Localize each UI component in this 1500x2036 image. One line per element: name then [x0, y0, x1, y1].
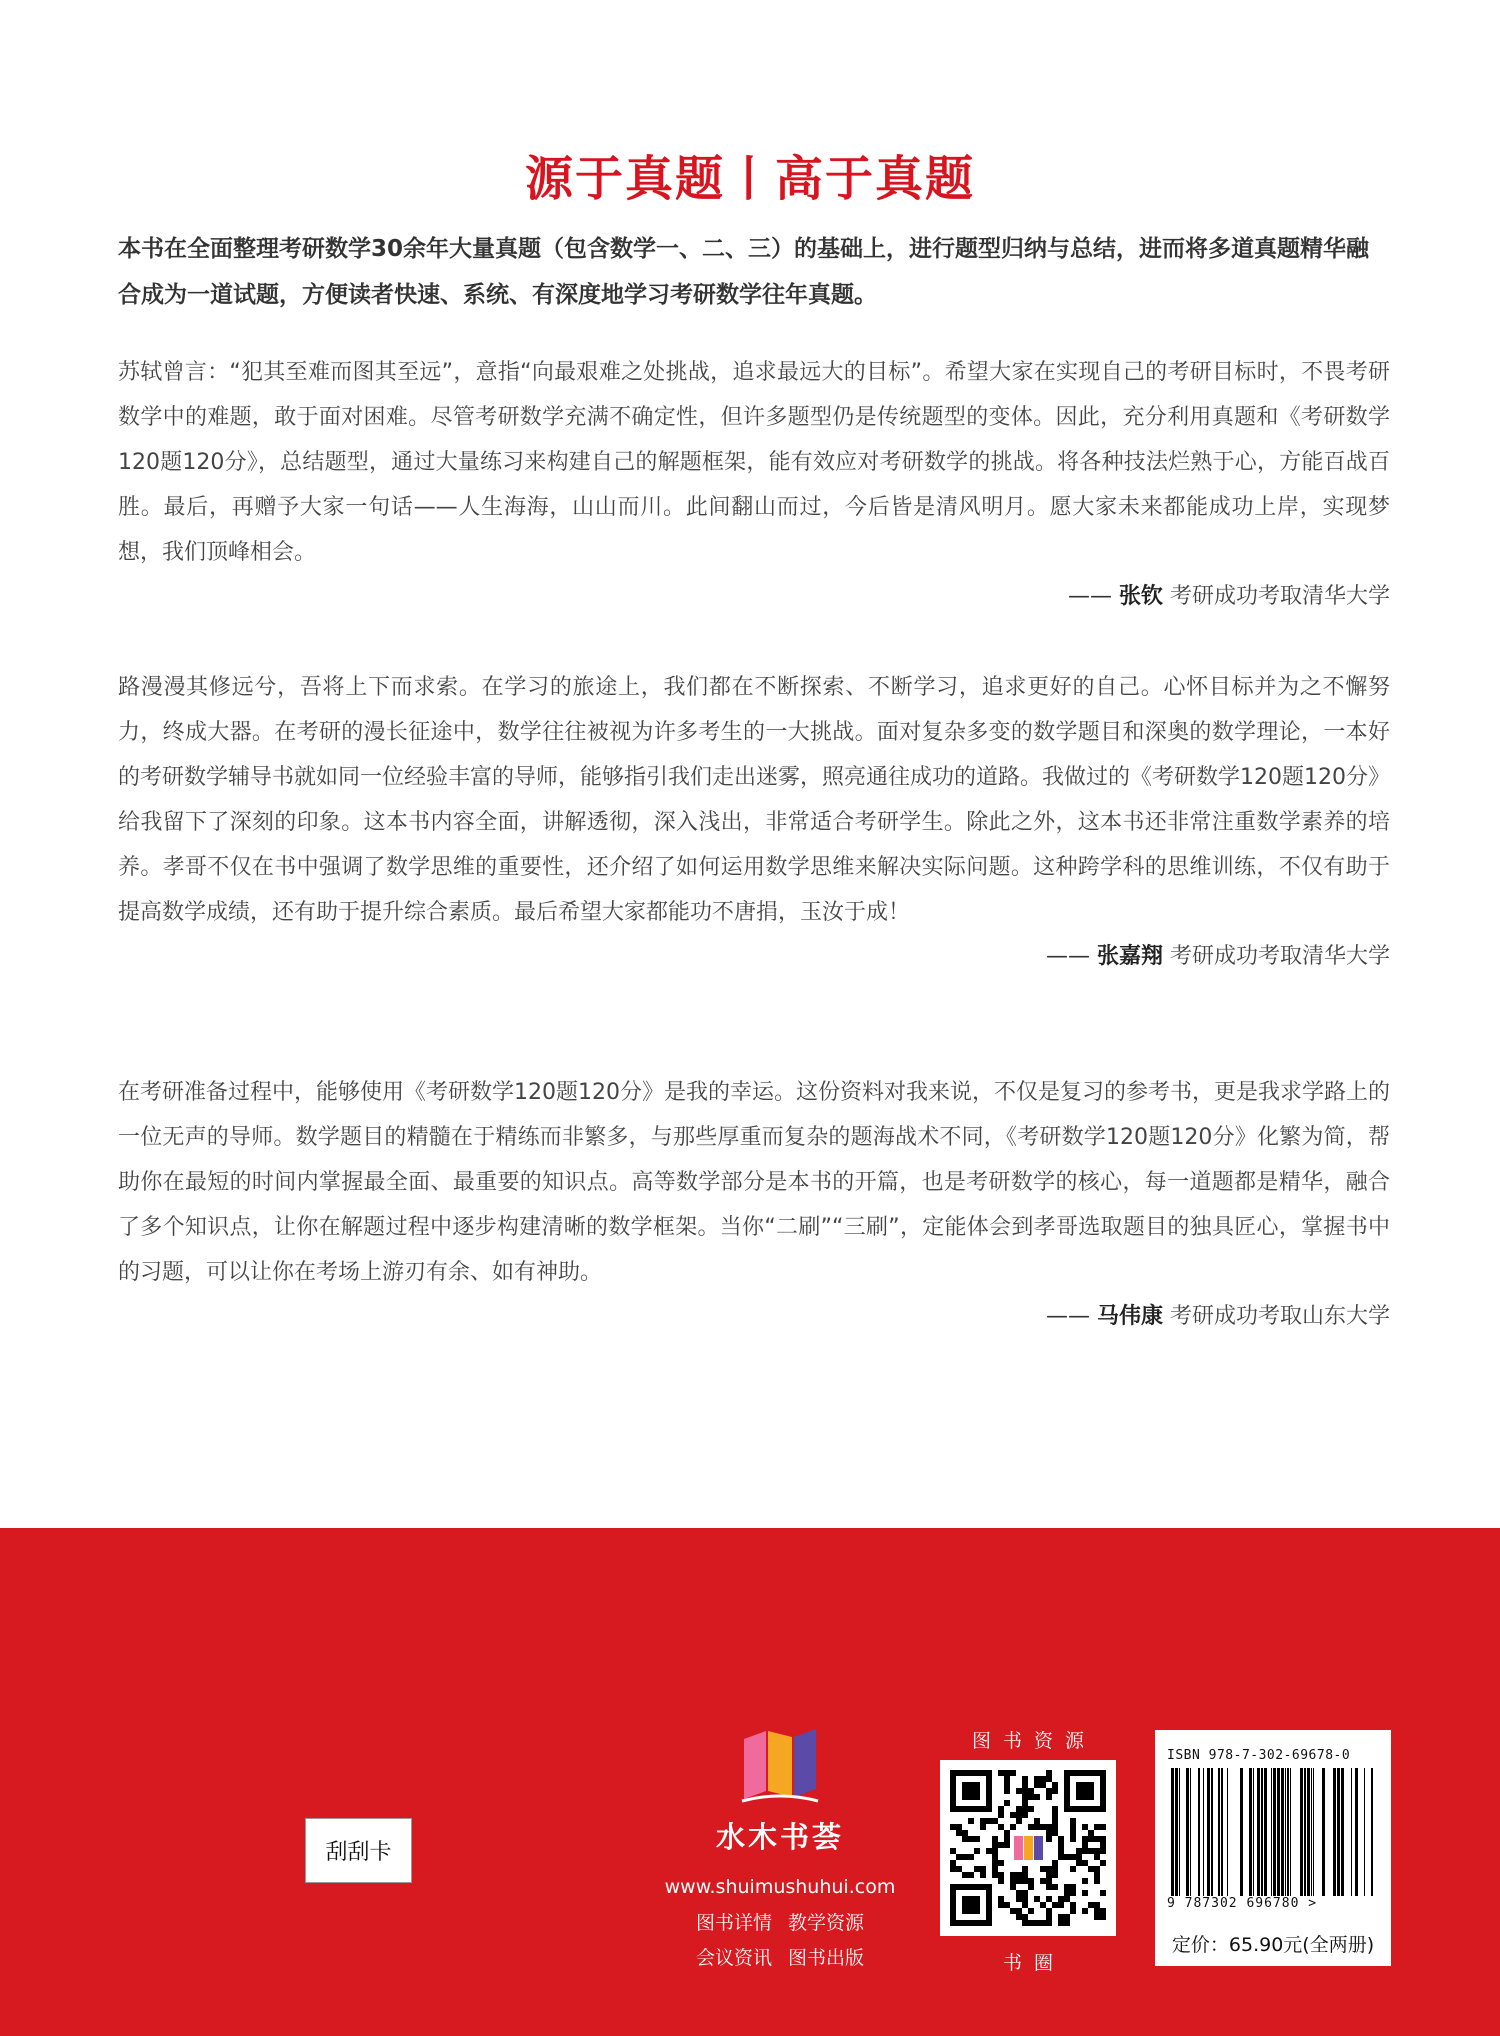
review-signature: [118, 575, 1390, 619]
reviewer-affiliation: 考研成功考取清华大学: [1169, 944, 1390, 969]
reviewer-name: 马伟康: [1096, 1304, 1163, 1329]
publisher-brand: [640, 1725, 920, 1976]
isbn-barcode: [1155, 1730, 1391, 1966]
link-conference-news[interactable]: 会议资讯: [695, 1947, 772, 1969]
review-text: 苏轼曾言：“犯其至难而图其至远”，意指“向最艰难之处挑战，追求最远大的目标”。希望大家在实现自己的考研目标时，不畏考研数学中的难题，敢于面对困难。尽管考研数学充满不确定性，但许多题型仍是传统题型的变体。因此，充分利用真题和《考研数学120题120分》，总结题型，通过大量练习来构建自己的解题框架，能有效应对考研数学的挑战。将各种技法烂熟于心，方能百战百胜。最后，再赠予大家一句话——人生海海，山山而川。此间翻山而过，今后皆是清风明月。愿大家未来都能成功上岸，实现梦想，我们顶峰相会。: [118, 360, 1390, 565]
reviewer-affiliation: 考研成功考取山东大学: [1169, 1304, 1390, 1329]
qr-bottom-caption: 书圈: [1002, 1952, 1065, 1974]
review-signature: [118, 1295, 1390, 1339]
link-book-details[interactable]: 图书详情: [695, 1912, 772, 1934]
barcode-digits: 9 787302 696780 >: [1167, 1896, 1318, 1911]
review-text: 在考研准备过程中，能够使用《考研数学120题120分》是我的幸运。这份资料对我来说，不仅是复习的参考书，更是我求学路上的一位无声的导师。数学题目的精髓在于精练而非繁多，与那些厚重而复杂的题海战术不同，《考研数学120题120分》化繁为简，帮助你在最短的时间内掌握最全面、最重要的知识点。高等数学部分是本书的开篇，也是考研数学的核心，每一道题都是精华，融合了多个知识点，让你在解题过程中逐步构建清晰的数学框架。当你“二刷”“三刷”，定能体会到孝哥选取题目的独具匠心，掌握书中的习题，可以让你在考场上游刃有余、如有神助。: [118, 1080, 1390, 1285]
qr-top-caption: 图书资源: [971, 1730, 1096, 1752]
intro-paragraph: 本书在全面整理考研数学30余年大量真题（包含数学一、二、三）的基础上，进行题型归纳与总结，进而将多道真题精华融合成为一道试题，方便读者快速、系统、有深度地学习考研数学往年真题。: [118, 236, 1370, 308]
link-teaching-resources[interactable]: 教学资源: [788, 1912, 865, 1934]
website-link[interactable]: www.shuimushuhui.com: [664, 1876, 896, 1898]
reviewer-name: 张钦: [1118, 584, 1163, 609]
review-text: 路漫漫其修远兮，吾将上下而求索。在学习的旅途上，我们都在不断探索、不断学习，追求更好的自己。心怀目标并为之不懈努力，终成大器。在考研的漫长征途中，数学往往被视为许多考生的一大挑战。面对复杂多变的数学题目和深奥的数学理论，一本好的考研数学辅导书就如同一位经验丰富的导师，能够指引我们走出迷雾，照亮通往成功的道路。我做过的《考研数学120题120分》给我留下了深刻的印象。这本书内容全面，讲解透彻，深入浅出，非常适合考研学生。除此之外，这本书还非常注重数学素养的培养。孝哥不仅在书中强调了数学思维的重要性，还介绍了如何运用数学思维来解决实际问题。这种跨学科的思维训练，不仅有助于提高数学成绩，还有助于提升综合素质。最后希望大家都能功不唐捐，玉汝于成！: [118, 675, 1390, 925]
review-3: [118, 1070, 1390, 1339]
page-title: 源于真题丨高于真题: [524, 151, 975, 207]
signature-dash: ——: [1045, 1304, 1090, 1329]
signature-dash: ——: [1045, 944, 1090, 969]
isbn-number: ISBN 978-7-302-69678-0: [1167, 1748, 1351, 1763]
scratch-card[interactable]: 刮刮卡: [305, 1818, 412, 1883]
footer-links: [640, 1906, 920, 1976]
book-logo-icon: [740, 1725, 820, 1809]
qr-code-icon: [950, 1770, 1106, 1926]
qr-code[interactable]: [940, 1760, 1116, 1936]
review-2: [118, 665, 1390, 979]
qr-block: [940, 1726, 1116, 1975]
brand-name: 水木书荟: [715, 1820, 844, 1854]
reviewer-name: 张嘉翔: [1096, 944, 1163, 969]
link-book-publishing[interactable]: 图书出版: [788, 1947, 865, 1969]
review-signature: [118, 935, 1390, 979]
signature-dash: ——: [1067, 584, 1112, 609]
barcode-icon: [1169, 1768, 1377, 1896]
review-1: [118, 350, 1390, 619]
reviewer-affiliation: 考研成功考取清华大学: [1169, 584, 1390, 609]
price-label: 定价：65.90元(全两册): [1171, 1934, 1375, 1956]
